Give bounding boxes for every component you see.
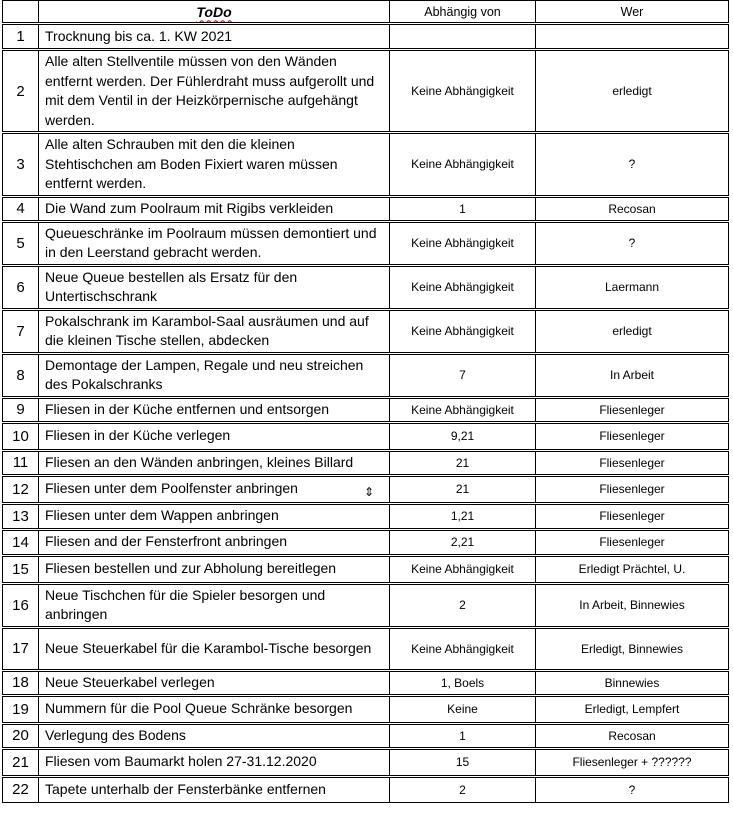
table-row [3,529,729,555]
depends-on-cell[interactable]: 1 [390,723,536,748]
task-cell[interactable]: Fliesen in der Küche entfernen und entsorgen [39,397,390,422]
task-cell[interactable]: Fliesen and der Fensterfront anbringen [39,529,390,555]
who-cell[interactable]: Recosan [536,723,729,748]
who-cell[interactable]: ? [536,221,729,265]
who-cell[interactable]: Binnewies [536,670,729,695]
header-todo[interactable]: ToDo [39,1,390,24]
row-number-cell[interactable]: 18 [3,670,39,695]
row-number-cell[interactable]: 17 [3,627,39,670]
table-row [3,776,729,802]
depends-on-cell[interactable]: Keine Abhängigkeit [390,397,536,422]
depends-on-cell[interactable]: 2 [390,583,536,627]
who-cell[interactable]: Laermann [536,265,729,309]
resize-row-cursor-icon: ⇕ [364,485,375,499]
row-number-cell[interactable]: 10 [3,422,39,450]
row-number-cell[interactable]: 14 [3,529,39,555]
table-row [3,503,729,529]
task-cell[interactable]: Queueschränke im Poolraum müssen demontiert und in den Leerstand gebracht werden. [39,221,390,265]
row-number-cell[interactable]: 19 [3,695,39,723]
task-cell[interactable]: Nummern für die Pool Queue Schränke besorgen [39,695,390,723]
table-row [3,265,729,309]
task-cell[interactable]: Trocknung bis ca. 1. KW 2021 [39,24,390,50]
table-row [3,627,729,670]
depends-on-cell[interactable]: 1, Boels [390,670,536,695]
who-cell[interactable]: ? [536,133,729,197]
row-number-cell[interactable]: 2 [3,50,39,133]
row-number-cell[interactable]: 13 [3,503,39,529]
depends-on-cell[interactable]: Keine Abhängigkeit [390,133,536,197]
task-cell[interactable]: Fliesen unter dem Poolfenster anbringen [39,475,390,503]
table-row [3,583,729,627]
row-number-cell[interactable]: 20 [3,723,39,748]
task-cell[interactable]: Demontage der Lampen, Regale und neu streichen des Pokalschranks [39,353,390,397]
who-cell[interactable]: Fliesenleger + ?????? [536,748,729,776]
who-cell[interactable]: Fliesenleger [536,529,729,555]
table-row [3,748,729,776]
task-cell[interactable]: Fliesen bestellen und zur Abholung bereitlegen [39,555,390,583]
who-cell[interactable] [536,24,729,50]
row-number-cell[interactable]: 16 [3,583,39,627]
table-row [3,422,729,450]
task-cell[interactable]: Fliesen in der Küche verlegen [39,422,390,450]
who-cell[interactable]: Recosan [536,196,729,221]
who-cell[interactable]: Erledigt, Binnewies [536,627,729,670]
depends-on-cell[interactable]: Keine Abhängigkeit [390,50,536,133]
row-number-cell[interactable]: 22 [3,776,39,802]
row-number-cell[interactable]: 5 [3,221,39,265]
row-number-cell[interactable]: 9 [3,397,39,422]
task-cell[interactable]: Neue Tischchen für die Spieler besorgen und anbringen [39,583,390,627]
depends-on-cell[interactable]: Keine Abhängigkeit [390,265,536,309]
depends-on-cell[interactable]: Keine Abhängigkeit [390,309,536,353]
table-row [3,133,729,197]
table-row [3,309,729,353]
task-cell[interactable]: Fliesen an den Wänden anbringen, kleines Billard [39,450,390,475]
header-row [3,1,729,24]
depends-on-cell[interactable]: 1,21 [390,503,536,529]
task-cell[interactable]: Fliesen unter dem Wappen anbringen [39,503,390,529]
row-number-cell[interactable]: 7 [3,309,39,353]
task-cell[interactable]: Neue Steuerkabel verlegen [39,670,390,695]
table-row [3,196,729,221]
depends-on-cell[interactable]: 7 [390,353,536,397]
table-row [3,221,729,265]
task-cell[interactable]: Pokalschrank im Karambol-Saal ausräumen und auf die kleinen Tische stellen, abdecken [39,309,390,353]
row-number-cell[interactable]: 3 [3,133,39,197]
table-row [3,450,729,475]
who-cell[interactable]: Fliesenleger [536,397,729,422]
who-cell[interactable]: Erledigt, Lempfert [536,695,729,723]
depends-on-cell[interactable]: 2 [390,776,536,802]
task-cell[interactable]: Tapete unterhalb der Fensterbänke entfernen [39,776,390,802]
depends-on-cell[interactable]: 21 [390,475,536,503]
who-cell[interactable]: Fliesenleger [536,450,729,475]
depends-on-cell[interactable]: Keine Abhängigkeit [390,627,536,670]
table-row [3,670,729,695]
row-number-cell[interactable]: 6 [3,265,39,309]
table-row [3,353,729,397]
depends-on-cell[interactable]: Keine Abhängigkeit [390,555,536,583]
who-cell[interactable]: Fliesenleger [536,503,729,529]
depends-on-cell[interactable]: 9,21 [390,422,536,450]
row-number-cell[interactable]: 1 [3,24,39,50]
depends-on-cell[interactable]: Keine Abhängigkeit [390,221,536,265]
header-who[interactable]: Wer [536,1,729,24]
depends-on-cell[interactable]: Keine [390,695,536,723]
task-cell[interactable]: Alle alten Schrauben mit den die kleinen Stehtischchen am Boden Fixiert waren müssen entfernt werden. [39,133,390,197]
depends-on-cell[interactable]: 21 [390,450,536,475]
row-number-cell[interactable]: 12 [3,475,39,503]
who-cell[interactable]: erledigt [536,309,729,353]
task-cell[interactable]: Fliesen vom Baumarkt holen 27-31.12.2020 [39,748,390,776]
row-number-cell[interactable]: 4 [3,196,39,221]
table-row [3,50,729,133]
who-cell[interactable]: ? [536,776,729,802]
table-row [3,24,729,50]
who-cell[interactable]: In Arbeit, Binnewies [536,583,729,627]
todo-table[interactable] [2,0,729,803]
header-depends-on[interactable]: Abhängig von [390,1,536,24]
depends-on-cell[interactable]: 1 [390,196,536,221]
row-number-cell[interactable]: 15 [3,555,39,583]
who-cell[interactable]: In Arbeit [536,353,729,397]
table-row [3,723,729,748]
table-row [3,555,729,583]
row-number-cell[interactable]: 11 [3,450,39,475]
who-cell[interactable]: erledigt [536,50,729,133]
who-cell[interactable]: Fliesenleger [536,475,729,503]
row-number-cell[interactable]: 8 [3,353,39,397]
depends-on-cell[interactable]: 15 [390,748,536,776]
who-cell[interactable]: Fliesenleger [536,422,729,450]
task-cell[interactable]: Neue Queue bestellen als Ersatz für den Untertischschrank [39,265,390,309]
depends-on-cell[interactable]: 2,21 [390,529,536,555]
who-cell[interactable]: Erledigt Prächtel, U. [536,555,729,583]
table-row [3,397,729,422]
task-cell[interactable]: Alle alten Stellventile müssen von den Wänden entfernt werden. Der Fühlerdraht muss aufgerollt und mit dem Ventil in der Heizkörpernische aufgehängt werden. [39,50,390,133]
header-num[interactable] [3,1,39,24]
task-cell[interactable]: Die Wand zum Poolraum mit Rigibs verkleiden [39,196,390,221]
row-number-cell[interactable]: 21 [3,748,39,776]
depends-on-cell[interactable] [390,24,536,50]
task-cell[interactable]: Neue Steuerkabel für die Karambol-Tische besorgen [39,627,390,670]
task-cell[interactable]: Verlegung des Bodens [39,723,390,748]
table-row [3,695,729,723]
